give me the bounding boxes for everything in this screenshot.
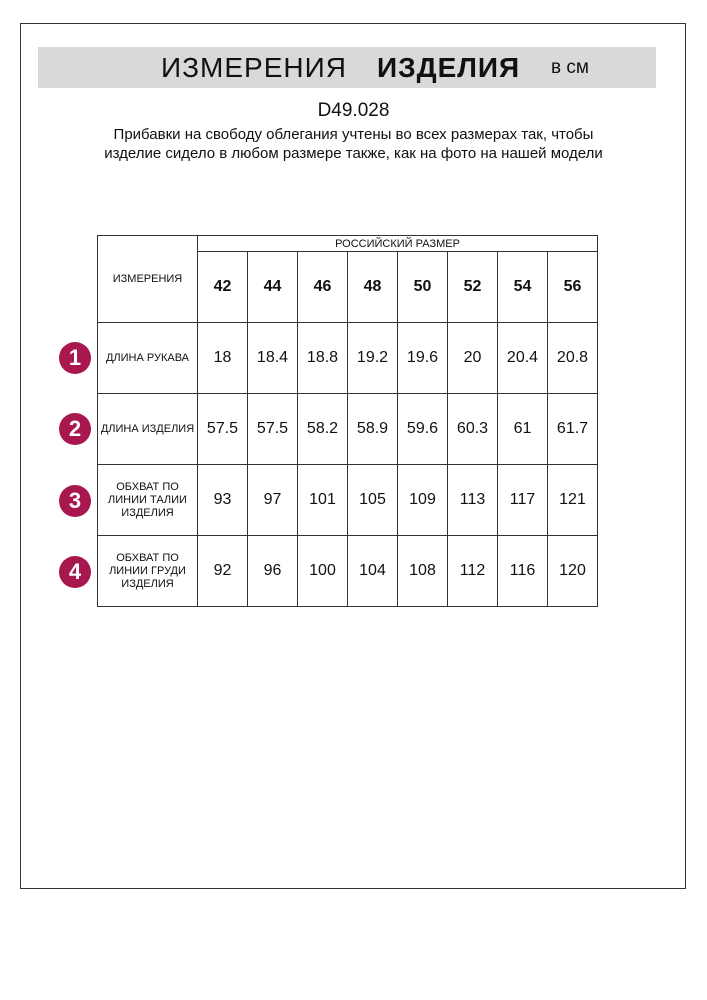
size-header-cell: 44	[248, 252, 298, 323]
measurements-header: ИЗМЕРЕНИЯ	[98, 236, 198, 323]
value-cell: 61	[498, 394, 548, 465]
size-header-cell: 46	[298, 252, 348, 323]
table-row	[98, 536, 598, 607]
value-cell: 116	[498, 536, 548, 607]
value-cell: 57.5	[248, 394, 298, 465]
row-label: ОБХВАТ ПО ЛИНИИ ТАЛИИ ИЗДЕЛИЯ	[98, 465, 198, 536]
value-cell: 18.8	[298, 323, 348, 394]
value-cell: 120	[548, 536, 598, 607]
table-row	[98, 394, 598, 465]
size-header-cell: 54	[498, 252, 548, 323]
value-cell: 93	[198, 465, 248, 536]
table-row	[98, 323, 598, 394]
value-cell: 117	[498, 465, 548, 536]
size-header-cell: 56	[548, 252, 598, 323]
row-number-badge: 4	[59, 556, 91, 588]
value-cell: 19.2	[348, 323, 398, 394]
value-cell: 18	[198, 323, 248, 394]
product-code: D49.028	[317, 100, 390, 121]
size-table	[97, 235, 598, 607]
value-cell: 20	[448, 323, 498, 394]
row-number-badge: 2	[59, 413, 91, 445]
value-cell: 121	[548, 465, 598, 536]
value-cell: 58.9	[348, 394, 398, 465]
value-cell: 19.6	[398, 323, 448, 394]
title-measurements: ИЗМЕРЕНИЯ	[161, 52, 347, 83]
fit-note: Прибавки на свободу облегания учтены во всех размерах так, чтобы изделие сидело в любом размере также, как на фото на нашей модели	[104, 126, 603, 162]
value-cell: 57.5	[198, 394, 248, 465]
value-cell: 20.4	[498, 323, 548, 394]
value-cell: 112	[448, 536, 498, 607]
value-cell: 20.8	[548, 323, 598, 394]
value-cell: 109	[398, 465, 448, 536]
value-cell: 18.4	[248, 323, 298, 394]
size-header-cell: 42	[198, 252, 248, 323]
value-cell: 58.2	[298, 394, 348, 465]
value-cell: 108	[398, 536, 448, 607]
value-cell: 104	[348, 536, 398, 607]
row-label: ДЛИНА ИЗДЕЛИЯ	[98, 394, 198, 465]
size-header-cell: 52	[448, 252, 498, 323]
size-header-cell: 48	[348, 252, 398, 323]
value-cell: 60.3	[448, 394, 498, 465]
row-label: ДЛИНА РУКАВА	[98, 323, 198, 394]
russian-size-header: РОССИЙСКИЙ РАЗМЕР	[198, 236, 598, 252]
table-header-row	[98, 236, 598, 252]
title-product: ИЗДЕЛИЯ	[377, 52, 521, 83]
table-row	[98, 465, 598, 536]
value-cell: 105	[348, 465, 398, 536]
value-cell: 101	[298, 465, 348, 536]
value-cell: 59.6	[398, 394, 448, 465]
row-label: ОБХВАТ ПО ЛИНИИ ГРУДИ ИЗДЕЛИЯ	[98, 536, 198, 607]
title-bar	[38, 47, 656, 88]
row-number-badge: 3	[59, 485, 91, 517]
value-cell: 100	[298, 536, 348, 607]
value-cell: 92	[198, 536, 248, 607]
value-cell: 96	[248, 536, 298, 607]
value-cell: 61.7	[548, 394, 598, 465]
value-cell: 113	[448, 465, 498, 536]
row-number-badge: 1	[59, 342, 91, 374]
value-cell: 97	[248, 465, 298, 536]
size-header-cell: 50	[398, 252, 448, 323]
title-unit: в см	[551, 57, 589, 78]
